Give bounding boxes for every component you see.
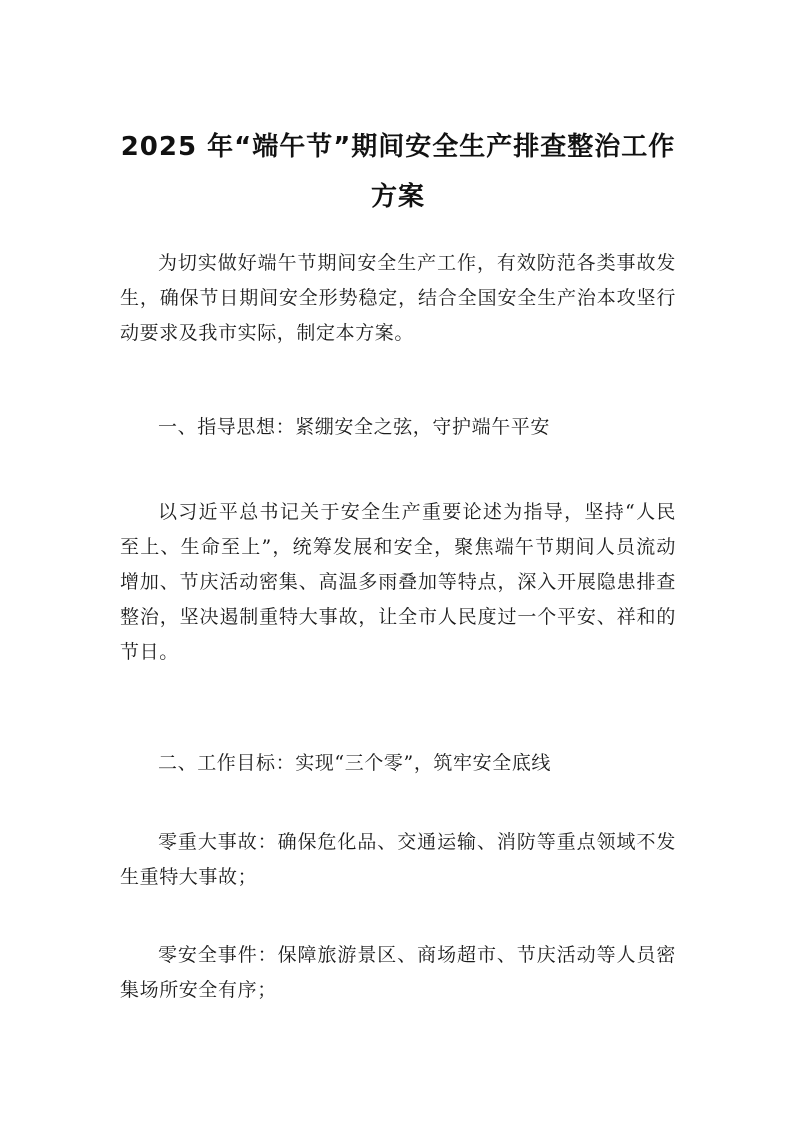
document-title: 2025 年“端午节”期间安全生产排查整治工作方案 [120,132,676,212]
intro-paragraph: 为切实做好端午节期间安全生产工作，有效防范各类事故发生，确保节日期间安全形势稳定，结合全国安全生产治本攻坚行动要求及我市实际，制定本方案。 [120,252,676,344]
goal-item-1: 零重大事故：确保危化品、交通运输、消防等重点领域不发生重特大事故； [120,831,676,888]
section-1-heading: 一、指导思想：紧绷安全之弦，守护端午平安 [158,416,551,438]
section-2-heading: 二、工作目标：实现“三个零”，筑牢安全底线 [158,752,552,774]
goal-item-2: 零安全事件：保障旅游景区、商场超市、节庆活动等人员密集场所安全有序； [120,944,676,1001]
section-1-body: 以习近平总书记关于安全生产重要论述为指导，坚持“人民至上、生命至上”，统筹发展和安全，聚焦端午节期间人员流动增加、节庆活动密集、高温多雨叠加等特点，深入开展隐患排查整治，坚决遏制重特大事故，让全市人民度过一个平安、祥和的节日。 [120,501,676,663]
